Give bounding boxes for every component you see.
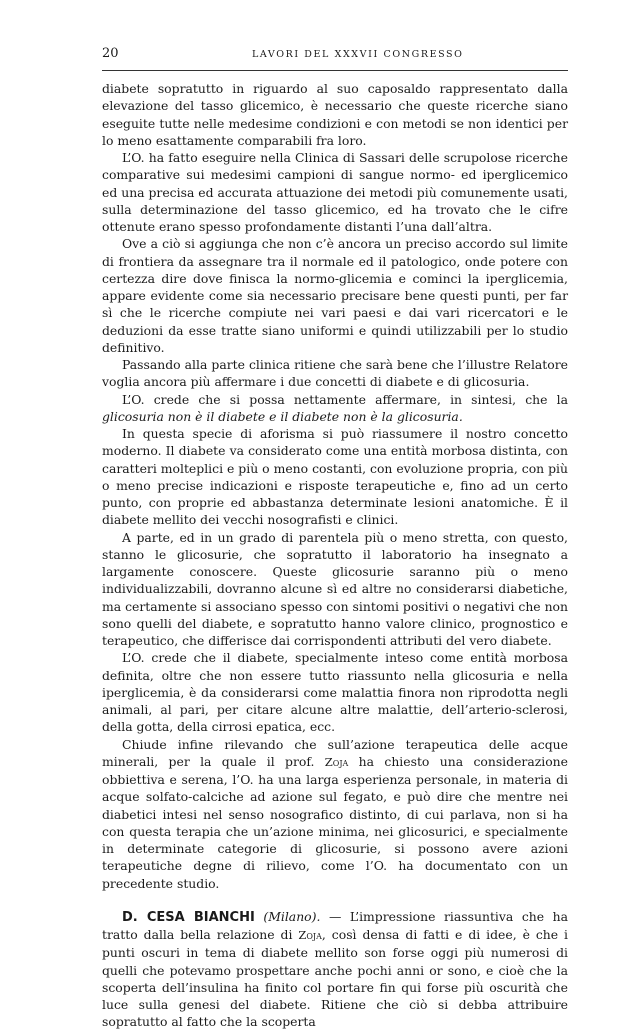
paragraph: L’O. ha fatto eseguire nella Clinica di Sassari delle scrupolose ricerche comparative sui medesimi campioni di sangue normo- ed iperglicemico ed una precisa ed accurata attuazione dei metodi più comunemente usati, sulla determinazione del tasso glicemico, ed ha trovato che le cifre ottenute erano spesso profondamente distanti l’una dall’altra. [102,150,568,234]
person-name: Zoja [298,928,322,942]
speaker-city: (Milano). [263,908,321,924]
paragraph: Passando alla parte clinica ritiene che sarà bene che l’illustre Relatore voglia ancora più affermare i due concetti di diabete e di glicosuria. [102,357,568,390]
paragraph-text: — L’impressione riassuntiva che ha tratto dalla bella relazione di [102,908,568,942]
aphorism-italic: glicosuria non è il diabete e il diabete non è la glicosuria. [102,408,463,424]
paragraph: L’O. crede che il diabete, specialmente inteso come entità morbosa definita, oltre che non essere tutto riassunto nella glicosuria e nella iperglicemia, è da considerarsi come malattia finora non riprodotta negli animali, al pari, per citare alcune altre malattie, dell’arterio-sclerosi, della gotta, della cirrosi epatica, ecc. [102,650,568,735]
paragraph: diabete sopratutto in riguardo al suo caposaldo rappresentato dalla elevazione del tasso glicemico, è necessario che queste ricerche siano eseguite tutte nelle medesime condizioni e con metodi se non identici per lo meno esattamente comparabili fra loro. [102,81,568,148]
paragraph: In questa specie di aforisma si può riassumere il nostro concetto moderno. Il diabete va considerato come una entità morbosa distinta, con caratteri molteplici e più o meno costanti, con evoluzione propria, con più o meno precise indicazioni e risposte terapeutiche e, fino ad un certo punto, con proprie ed abbastanza determinate lesioni anatomiche. È il diabete mellito dei vecchi nosografisti e clinici. [102,426,568,528]
header-rule [102,70,568,71]
paragraph-text: ha chiesto una considerazione obbiettiva e serena, l’O. ha una larga esperienza personale, in materia di acque solfato-calciche ad azione sul fegato, e può dire che mentre nei diabetici intesi nel senso nosografico distinto, di cui parlava, non si ha con questa terapia che un’azione minima, nei glicosurici, e specialmente in determinate categorie di glicosurie, si possono avere azioni terapeutiche degne di rilievo, come l’O. ha documentato con un precedente studio. [102,753,568,891]
paragraph-text: L’O. crede che si possa nettamente affermare, in sintesi, che la [122,391,568,407]
paragraph [102,391,568,426]
running-head: LAVORI DEL XXXVII CONGRESSO [252,49,464,60]
speaker-paragraph [102,908,568,1031]
page-body [102,80,568,1031]
paragraph: A parte, ed in un grado di parentela più o meno stretta, con questo, stanno le glicosurie, che sopratutto il laboratorio ha insegnato a largamente conoscere. Queste glicosurie saranno più o meno individualizzabili, dovranno alcune sì ed altre no considerarsi diabetiche, ma certamente si associano spesso con sintomi positivi o negativi che non sono quelli del diabete, e sopratutto hanno valore clinico, prognostico e terapeutico, che differisce dai corrispondenti attributi del vero diabete. [102,529,568,648]
page-header [102,46,568,68]
person-name: Zoja [324,754,349,769]
paragraph [102,736,568,892]
page-number: 20 [102,46,119,61]
speaker-name: D. CESA BIANCHI [122,909,255,925]
paragraph-text: Chiude infine rilevando che sull’azione terapeutica delle acque minerali, per la quale il prof. [102,736,568,769]
paragraph-text: , così densa di fatti e di idee, è che i punti oscuri in tema di diabete mellito son forse oggi più numerosi di quelli che potevamo prospettare anche pochi anni or sono, e cioè che la scoperta dell’insulina ha finito col portare fin qui forse più oscurità che luce sulla genesi del diabete. Ritiene che ciò si debba attribuire sopratutto al fatto che la scoperta [102,927,568,1030]
paragraph: Ove a ciò si aggiunga che non c’è ancora un preciso accordo sul limite di frontiera da assegnare tra il normale ed il patologico, onde potere con certezza dire dove finisca la normo-glicemia e cominci la iperglicemia, appare evidente come sia necessario precisare bene questi punti, per far sì che le ricerche compiute nei vari paesi e dai vari ricercatori e le deduzioni da esse tratte siano uniformi e quindi utilizzabili per lo studio definitivo. [102,236,568,355]
